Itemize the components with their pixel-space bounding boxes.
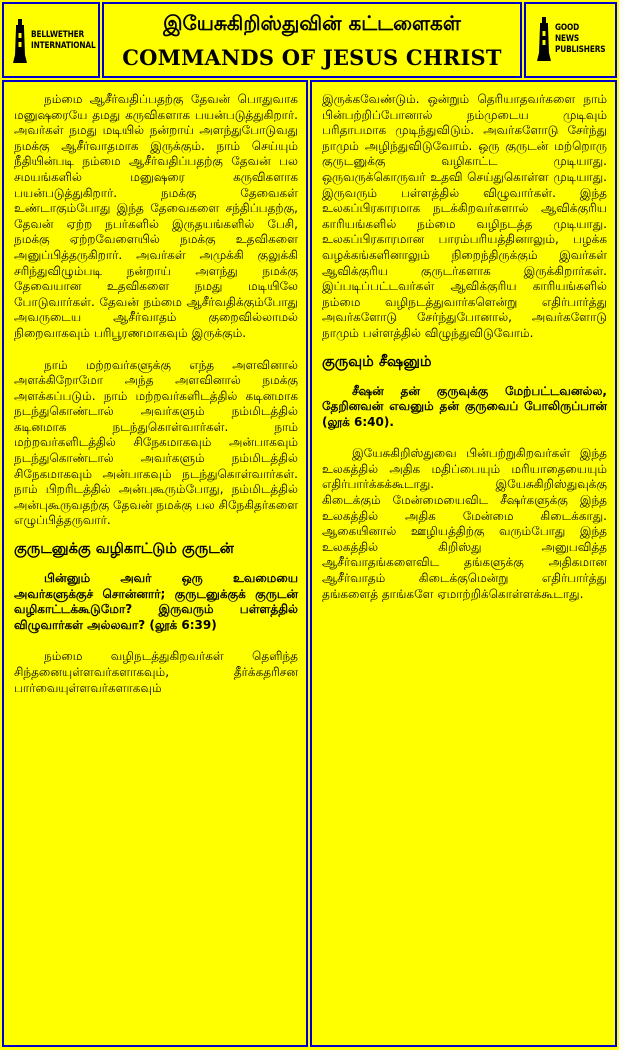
body-paragraph: நம்மை ஆசீர்வதிப்பதற்கு தேவன் பொதுவாக மனுஷரையே தமது கருவிகளாக பயன்படுத்துகிறார். அவர்கள் நமது மடியில் நன்றாய் அளந்துபோடுவது நமக்கு ஆசீர்வாதமாக இருக்கும். நாம் செய்யும் நீதியின்படி நம்மை ஆசீர்வதிப்பதற்கு தேவன் பல சமயங்களில் மனுஷரை கருவிகளாக பயன்படுத்துகிறார். நமக்கு தேவைகள் உண்டாகும்போது இந்த தேவைகளை சந்திப்பதற்கு, தேவன் ஏற்ற நபர்களில் இருதயங்களில் பேசி, நமக்கு ஏற்றவேளையில் நமக்கு உதவிகளை அனுப்பித்தருகிறார். அவர்கள் அமுக்கி குலுக்கி சரிந்துவிழும்படி நன்றாய் அளந்து நமக்கு தேவையான உதவிகளை நமது மடியிலே போடுவார்கள். தேவன் நம்மை ஆசீர்வதிக்கும்போது அவருடைய ஆசீர்வாதம் குறைவில்லாமல் நிறைவாகவும் பரிபூரணமாகவும் இருக்கும். xyxy=(14,92,298,340)
logo-left-line1: BELLWETHER xyxy=(31,30,84,40)
left-column xyxy=(2,80,308,1047)
title-box xyxy=(102,2,522,78)
section-heading: குருடனுக்கு வழிகாட்டும் குருடன் xyxy=(14,541,234,558)
bible-verse: பின்னும் அவர் ஒரு உவமையை அவர்களுக்குச் சொன்னார்; குருடனுக்குக் குருடன் வழிகாட்டக்கூடுமோ? இருவரும் பள்ளத்தில் விழுவார்கள் அல்லவா? (லூக் 6:39) xyxy=(14,571,298,632)
tower-icon xyxy=(536,17,552,61)
good-news-logo xyxy=(536,17,616,61)
bellwether-logo xyxy=(12,19,110,63)
section-heading: குருவும் சீஷனும் xyxy=(322,353,432,370)
tower-icon xyxy=(12,19,28,63)
body-paragraph: இயேசுகிறிஸ்துவை பின்பற்றுகிறவர்கள் இந்த உலகத்தில் அதிக மதிப்பையும் மரியாதையையும் எதிர்பார்க்கக்கூடாது. இயேசுகிறிஸ்துவுக்கு கிடைக்கும் மேன்மையைவிட சீஷர்களுக்கு இந்த உலகத்தில் அதிக மேன்மை கிடைக்காது. ஆகையினால் ஊழியத்திற்கு வரும்போது இந்த உலகத்தில் கிறிஸ்து அனுபவித்த ஆசீர்வாதங்களைவிட தங்களுக்கு அதிகமான ஆசீர்வாதம் கிடைக்குமென்று எதிர்பார்த்து தங்களைத் தாங்களே ஏமாற்றிக்கொள்ளக்கூடாது. xyxy=(322,446,607,601)
logo-right-line2: PUBLISHERS xyxy=(554,44,606,55)
logo-left-line2: INTERNATIONAL xyxy=(31,41,96,51)
logo-right-line1: GOOD NEWS xyxy=(554,22,580,44)
body-paragraph: இருக்கவேண்டும். ஒன்றும் தெரியாதவர்களை நாம் பின்பற்றிப்போனால் நம்முடைய முடிவும் பரிதாபமாக முடிந்துவிடும். அவர்களோடு சேர்ந்து நாமும் அழிந்துவிடுவோம். ஒரு குருடன் மற்றொரு குருடனுக்கு வழிகாட்ட முடியாது. ஒருவருக்கொருவர் உதவி செய்துகொள்ள முடியாது. இருவரும் பள்ளத்தில் விழுவார்கள். இந்த உலகப்பிரகாரமாக நடக்கிறவர்களால் ஆவிக்குரிய காரியங்களில் நம்மை வழிநடத்த முடியாது. உலகப்பிரகாரமான பாரம்பரியத்தினாலும், பழக்க வழக்கங்களினாலும் நிறைந்திருக்கும் இவர்கள் ஆவிக்குரிய குருடர்களாக இருக்கிறார்கள். இப்படிப்பட்டவர்கள் ஆவிக்குரிய காரியங்களில் நம்மை வழிநடத்துவார்களென்று எதிர்பார்த்து அவர்களோடு சேர்ந்துபோனால், அவர்களோடு நாமும் பள்ளத்தில் விழுந்துவிடுவோம். xyxy=(322,92,607,340)
page-title-english: COMMANDS OF JESUS CHRIST xyxy=(122,45,502,70)
body-paragraph: நம்மை வழிநடத்துகிறவர்கள் தெளிந்த சிந்தனையுள்ளவர்களாகவும், தீர்க்கதரிசன பார்வையுள்ளவர்களாகவும் xyxy=(14,649,298,695)
good-news-logo-box xyxy=(524,2,617,78)
bellwether-logo-box xyxy=(2,2,100,78)
bible-verse: சீஷன் தன் குருவுக்கு மேற்பட்டவனல்ல, தேறினவன் எவனும் தன் குருவைப் போலிருப்பான் (லூக் 6:40). xyxy=(322,383,607,429)
body-paragraph: நாம் மற்றவர்களுக்கு எந்த அளவினால் அளக்கிறோமோ அந்த அளவினால் நமக்கு அளக்கப்படும். நாம் மற்றவர்களிடத்தில் கடினமாக நடந்துகொண்டால் அவர்களும் நம்மிடத்தில் கடினமாக நடந்துகொள்வார்கள். நாம் மற்றவர்களிடத்தில் சிநேகமாகவும் அன்பாகவும் நடந்துகொண்டால் அவர்களும் நம்மிடத்தில் சிநேகமாகவும் அன்பாகவும் நடந்துகொள்வார்கள். நாம் பிறரிடத்தில் அன்புகூரும்போது, நம்மிடத்தில் அன்புகூருவதற்கு தேவன் நமக்கு பல சிநேகிதர்களை எழுப்பித்தருவார். xyxy=(14,357,298,528)
right-column xyxy=(310,80,617,1047)
page-title-tamil: இயேசுகிறிஸ்துவின் கட்டளைகள் xyxy=(163,11,461,35)
